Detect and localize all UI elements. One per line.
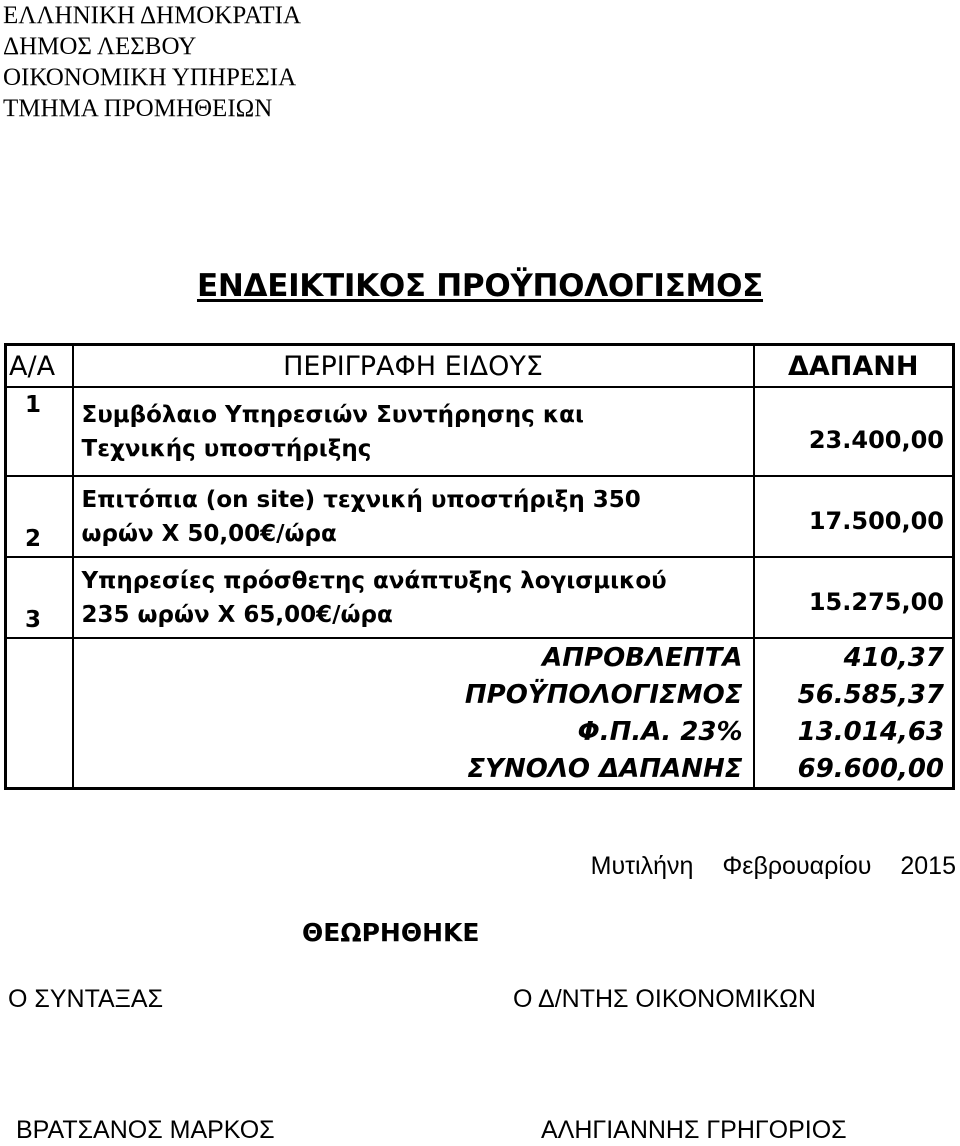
item-description	[73, 476, 754, 557]
item-description-line: Συμβόλαιο Υπηρεσιών Συντήρησης και	[81, 401, 584, 428]
table-row	[6, 387, 954, 476]
summary-value: 410,37	[754, 638, 954, 676]
column-header-description: ΠΕΡΙΓΡΑΦΗ ΕΙΔΟΥΣ	[73, 345, 754, 388]
summary-row-budget	[6, 676, 954, 713]
item-cost: 17.500,00	[754, 476, 954, 557]
summary-blank-cell	[6, 750, 73, 789]
signatory-right-name: ΑΛΗΓΙΑΝΝΗΣ ΓΡΗΓΟΡΙΟΣ	[541, 1116, 847, 1144]
summary-blank-cell	[6, 676, 73, 713]
summary-blank-cell	[6, 638, 73, 676]
item-description-line: ωρών Χ 50,00€/ώρα	[81, 520, 337, 547]
summary-value: 56.585,37	[754, 676, 954, 713]
summary-label: ΣΥΝΟΛΟ ΔΑΠΑΝΗΣ	[73, 750, 754, 789]
item-number: 3	[6, 557, 73, 638]
table-header-row	[6, 345, 954, 388]
signatory-left-role: Ο ΣΥΝΤΑΞΑΣ	[8, 985, 164, 1013]
summary-label: ΠΡΟΫΠΟΛΟΓΙΣΜΟΣ	[73, 676, 754, 713]
item-description	[73, 557, 754, 638]
item-description-line: Επιτόπια (on site) τεχνική υποστήριξη 350	[81, 486, 641, 513]
signatory-right-role: Ο Δ/ΝΤΗΣ ΟΙΚΟΝΟΜΙΚΩΝ	[513, 985, 816, 1013]
summary-row-total	[6, 750, 954, 789]
table-row	[6, 557, 954, 638]
header-line-municipality: ΔΗΜΟΣ ΛΕΣΒΟΥ	[3, 33, 197, 60]
item-number: 1	[6, 387, 73, 476]
document-header	[3, 0, 301, 124]
summary-label: ΑΠΡΟΒΛΕΠΤΑ	[73, 638, 754, 676]
budget-table	[4, 343, 955, 790]
summary-row-vat	[6, 713, 954, 750]
column-header-aa: Α/Α	[6, 345, 73, 388]
item-description-line: 235 ωρών Χ 65,00€/ώρα	[81, 601, 393, 628]
item-cost: 23.400,00	[754, 387, 954, 476]
header-line-section: ΤΜΗΜΑ ΠΡΟΜΗΘΕΙΩΝ	[3, 95, 273, 122]
place-and-date: Μυτιλήνη Φεβρουαρίου 2015	[590, 852, 956, 880]
summary-row-contingencies	[6, 638, 954, 676]
document-title: ΕΝΔΕΙΚΤΙΚΟΣ ΠΡΟΫΠΟΛΟΓΙΣΜΟΣ	[196, 268, 764, 304]
item-description-line: Υπηρεσίες πρόσθετης ανάπτυξης λογισμικού	[81, 567, 667, 594]
summary-value: 69.600,00	[754, 750, 954, 789]
summary-value: 13.014,63	[754, 713, 954, 750]
approved-stamp-text: ΘΕΩΡΗΘΗΚΕ	[302, 918, 480, 947]
item-description-line: Τεχνικής υποστήριξης	[81, 435, 372, 462]
column-header-cost: ΔΑΠΑΝΗ	[754, 345, 954, 388]
summary-label: Φ.Π.Α. 23%	[73, 713, 754, 750]
signatory-left-name: ΒΡΑΤΣΑΝΟΣ ΜΑΡΚΟΣ	[16, 1116, 275, 1144]
summary-blank-cell	[6, 713, 73, 750]
header-line-republic: ΕΛΛΗΝΙΚΗ ΔΗΜΟΚΡΑΤΙΑ	[3, 2, 301, 29]
item-description	[73, 387, 754, 476]
item-cost: 15.275,00	[754, 557, 954, 638]
header-line-department: ΟΙΚΟΝΟΜΙΚΗ ΥΠΗΡΕΣΙΑ	[3, 64, 297, 91]
table-row	[6, 476, 954, 557]
item-number: 2	[6, 476, 73, 557]
